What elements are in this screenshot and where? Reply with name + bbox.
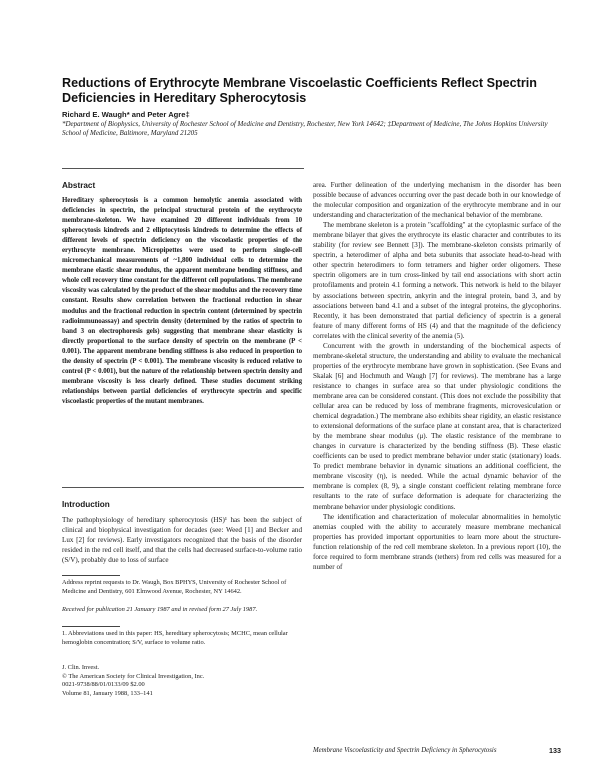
author-affiliation: *Department of Biophysics, University of Rochester School of Medicine and Dentistry, Rochester, New York 14642; ‡Department of Medicine, The Johns Hopkins University School of Medicine, Baltimore, Maryland 21205 [62,120,548,138]
journal-line: 0021-9738/88/01/0133/09 $2.00 [62,681,145,689]
right-column-body [313,180,561,572]
body-paragraph: Concurrent with the growth in understanding of the biochemical aspects of membrane-skeletal structure, the understanding and ability to evaluate the mechanical properties of the erythrocyte membrane have grown in sophistication. (See Evans and Skalak [6] and Hochmuth and Waugh [7] for reviews). The membrane has a large resistance to changes in surface area so that under physiologic conditions the membrane area can be considered constant. (This does not exclude the possibility that cellular area can be reduced by loss of membrane fragments, microvesiculation or chemical degradation.) The membrane also exhibits shear rigidity, an elastic resistance to extensional deformations of the surface plane at constant area, that is characterized by the membrane shear modulus (μ). The elastic resistance of the membrane to changes in curvature is characterized by the bending stiffness (B). These elastic coefficients can be used to predict membrane behavior under static (stationary) loads. To predict membrane behavior in dynamic situations an additional coefficient, the membrane viscosity (η), is needed. While the actual dynamic behavior of the membrane is complex (8, 9), a single constant coefficient relating membrane force resultants to the rate of surface deformation is adequate for characterizing the membrane behavior under physiologic conditions. [313,341,561,511]
abstract-text: Hereditary spherocytosis is a common hemolytic anemia associated with deficiencies in spectrin, the principal structural protein of the erythrocyte membrane-skeleton. We have examined 20 different individuals from 10 spherocytosis kindreds and 2 elliptocytosis kindreds to determine the effects of different levels of spectrin deficiency on the viscoelastic properties of the erythrocyte membrane. Micropipettes were used to perform single-cell micromechanical measurements of ~1,800 individual cells to determine the membrane elastic shear modulus, the apparent membrane bending stiffness, and whole cell recovery time constant for the different cell populations. The membrane viscosity was calculated by the product of the shear modulus and the recovery time constant. Results show correlation between the fractional reduction in shear modulus and the fractional reduction in spectrin content (determined by spectrin radioimmunoassay) and spectrin density (determined by the ratios of spectrin to band 3 on electrophoresis gels) suggesting that membrane shear elasticity is directly proportional to the surface density of spectrin on the membrane (P < 0.001). The apparent membrane bending stiffness is also reduced in proportion to the density of spectrin (P < 0.001). The membrane viscosity is reduced relative to control (P < 0.001), but the nature of the relationship between spectrin density and membrane viscosity is less clearly defined. These studies document striking relationships between partial deficiencies of erythrocyte spectrin and specific viscoelastic properties of the mutant membranes. [62,197,302,405]
journal-line: © The American Society for Clinical Investigation, Inc. [62,672,205,680]
journal-line: J. Clin. Invest. [62,664,100,671]
abstract-bottom-rule [62,487,304,488]
reprint-note: Address reprint requests to Dr. Waugh, Box BPHYS, University of Rochester School of Medicine and Dentistry, 601 Elmwood Avenue, Rochester, NY 14642. [62,579,287,595]
running-footer [313,746,561,756]
introduction-heading: Introduction [62,500,110,509]
introduction-body [62,515,302,565]
body-paragraph: area. Further delineation of the underlying mechanism in the disorder has been possible because of advances occurring over the past decade both in our knowledge of the molecular composition and organization of the erythrocyte membrane and in our understanding and characterization of the mechanical behavior of the membrane. [313,181,561,220]
body-paragraph: The membrane skeleton is a protein "scaffolding" at the cytoplasmic surface of the membrane bilayer that gives the erythrocyte its elastic character and contributes to its stability (for review see Bennett [3]). The membrane-skeleton consists primarily of spectrin, a heterodimer of alpha and beta subunits that associate head-to-head with other spectrin heterodimers to form tetramers and higher order oligomers. These spectrin oligomers are in turn cross-linked by tail end associations with short actin protofilaments and protein 4.1 forming a network. This network is held to the bilayer by associations between spectrin, ankyrin and the integral protein, band 3, and by associations between band 4.1 and a subset of the integral proteins, the glycophorins. Recently, it has been demonstrated that partial deficiency of spectrin is a general feature of many different forms of HS (4) and that the magnitude of the deficiency correlates with the clinical severity of the anemia (5). [313,221,561,340]
running-title: Membrane Viscoelasticity and Spectrin Deficiency in Spherocytosis [313,747,497,754]
introduction-text: The pathophysiology of hereditary spherocytosis (HS)¹ has been the subject of clinical and biophysical investigation for decades (see: Weed [1] and Becker and Lux [2] for reviews). Early investigators recognized that the basis of the disorder resided in the red cell itself, and that the cells had decreased surface-to-volume ratio (S/V), probably due to loss of surface [62,516,302,565]
abbreviations-footnote: 1. Abbreviations used in this paper: HS, hereditary spherocytosis; MCHC, mean cellular hemoglobin concentration; S/V, surface to volume ratio. [62,630,288,646]
journal-line: Volume 81, January 1988, 133–141 [62,689,153,697]
journal-citation [62,664,302,698]
abstract-heading: Abstract [62,181,96,190]
page-number: 133 [549,746,561,755]
abbreviation-rule [62,626,120,627]
abstract-body [62,196,302,407]
footnote-rule [62,575,120,576]
abstract-top-rule [62,168,304,169]
body-paragraph: The identification and characterization of molecular abnormalities in hemolytic anemias coupled with the ability to accurately measure membrane mechanical properties has provided important opportunities to learn more about the structure-function relationship of the red cell membrane skeleton. In a previous report (10), the force required to form membrane strands (tethers) from red cells was measured for a number of [313,512,561,571]
author-list: Richard E. Waugh* and Peter Agre‡ [62,110,190,119]
article-title: Reductions of Erythrocyte Membrane Viscoelastic Coefficients Reflect Spectrin Deficiencies in Hereditary Spherocytosis [62,76,537,105]
received-note: Received for publication 21 January 1987 and in revised form 27 July 1987. [62,606,258,613]
